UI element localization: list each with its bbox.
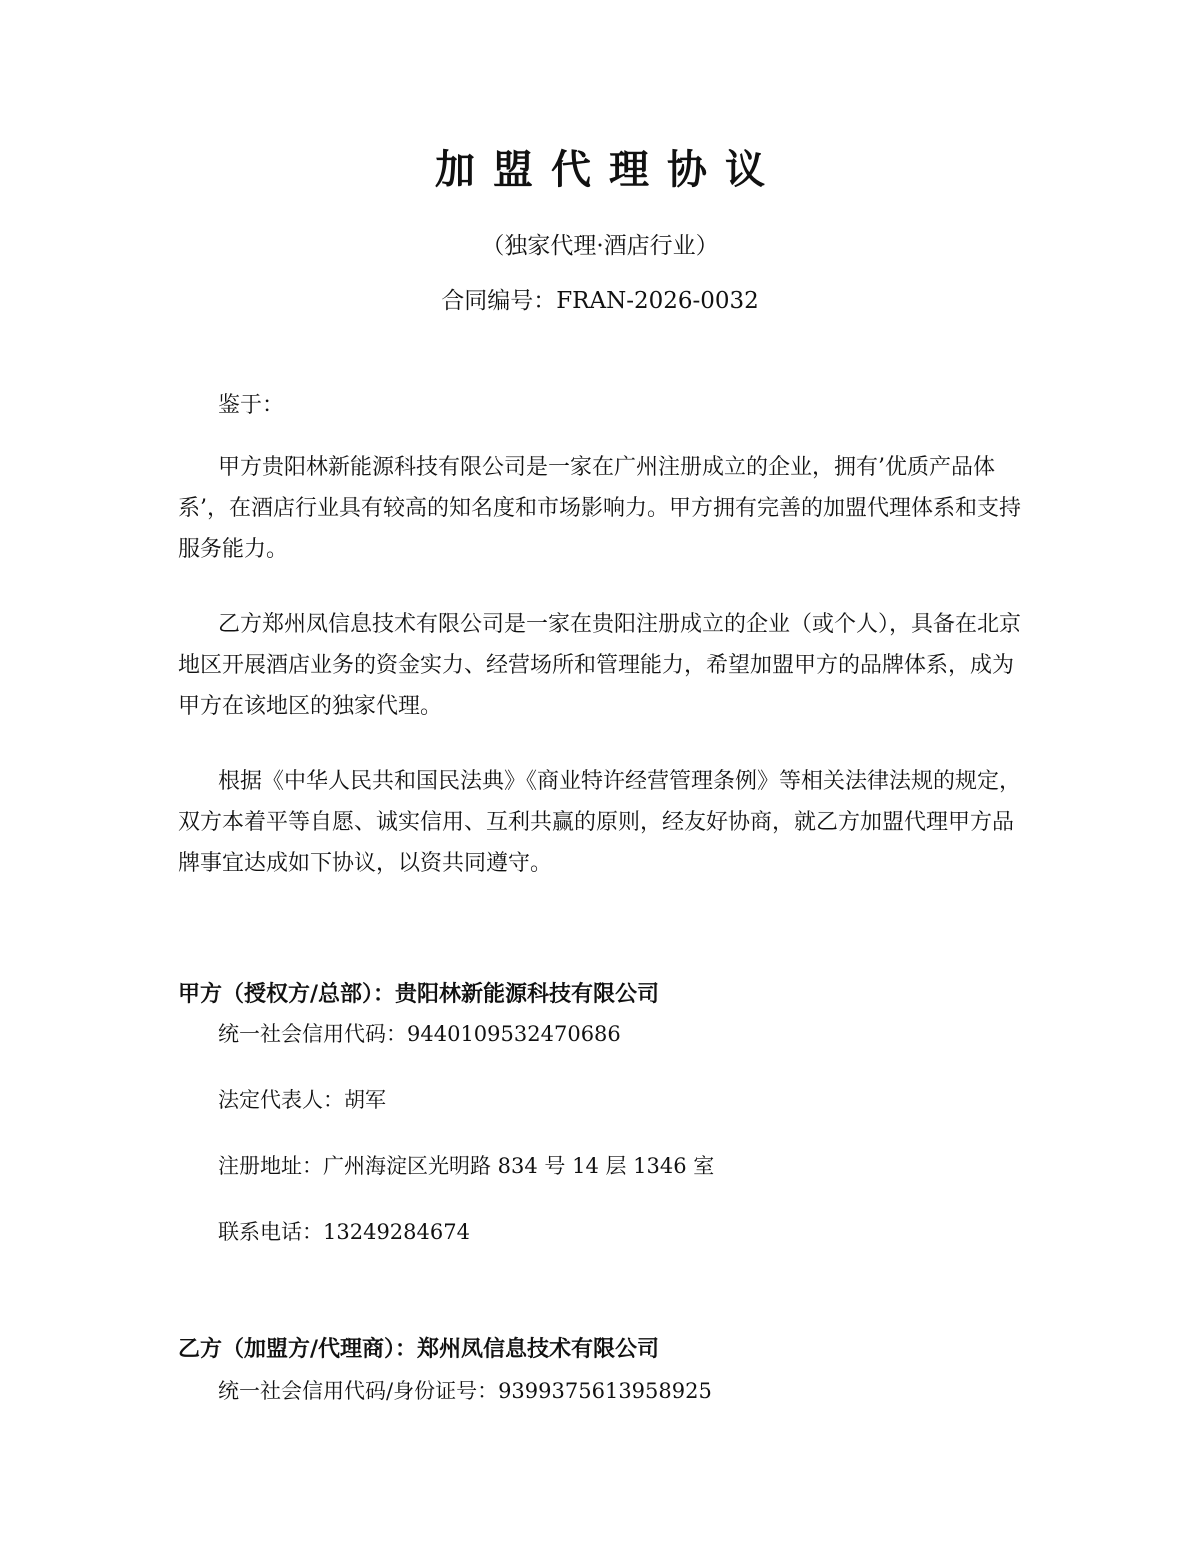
party-a-heading: 甲方（授权方/总部）：贵阳林新能源科技有限公司 <box>178 982 660 1007</box>
recital-intro: 鉴于： <box>218 393 285 418</box>
contract-number: 合同编号：FRAN-2026-0032 <box>441 288 759 314</box>
party-b-credit-code: 统一社会信用代码/身份证号：9399375613958925 <box>218 1379 712 1403</box>
recital-paragraph-legal-basis: 根据《中华人民共和国民法典》《商业特许经营管理条例》等相关法律法规的规定，双方本着平等自愿、诚实信用、互利共赢的原则，经友好协商，就乙方加盟代理甲方品牌事宜达成如下协议，以资共同遵守。 <box>178 769 1022 876</box>
document-title: 加盟代理协议 <box>435 147 783 193</box>
party-b-heading: 乙方（加盟方/代理商）：郑州凤信息技术有限公司 <box>178 1337 660 1362</box>
recital-paragraph-party-a: 甲方贵阳林新能源科技有限公司是一家在广州注册成立的企业，拥有’优质产品体系’，在酒店行业具有较高的知名度和市场影响力。甲方拥有完善的加盟代理体系和支持服务能力。 <box>178 455 1021 562</box>
party-a-credit-code: 统一社会信用代码：9440109532470686 <box>218 1022 621 1046</box>
party-a-phone: 联系电话：13249284674 <box>218 1220 470 1244</box>
party-a-legal-representative: 法定代表人：胡军 <box>218 1088 386 1112</box>
recital-paragraph-party-b: 乙方郑州凤信息技术有限公司是一家在贵阳注册成立的企业（或个人），具备在北京地区开展酒店业务的资金实力、经营场所和管理能力，希望加盟甲方的品牌体系，成为甲方在该地区的独家代理。 <box>178 612 1022 719</box>
document-subtitle: （独家代理·酒店行业） <box>481 233 719 259</box>
party-a-address: 注册地址：广州海淀区光明路 834 号 14 层 1346 室 <box>218 1154 715 1178</box>
